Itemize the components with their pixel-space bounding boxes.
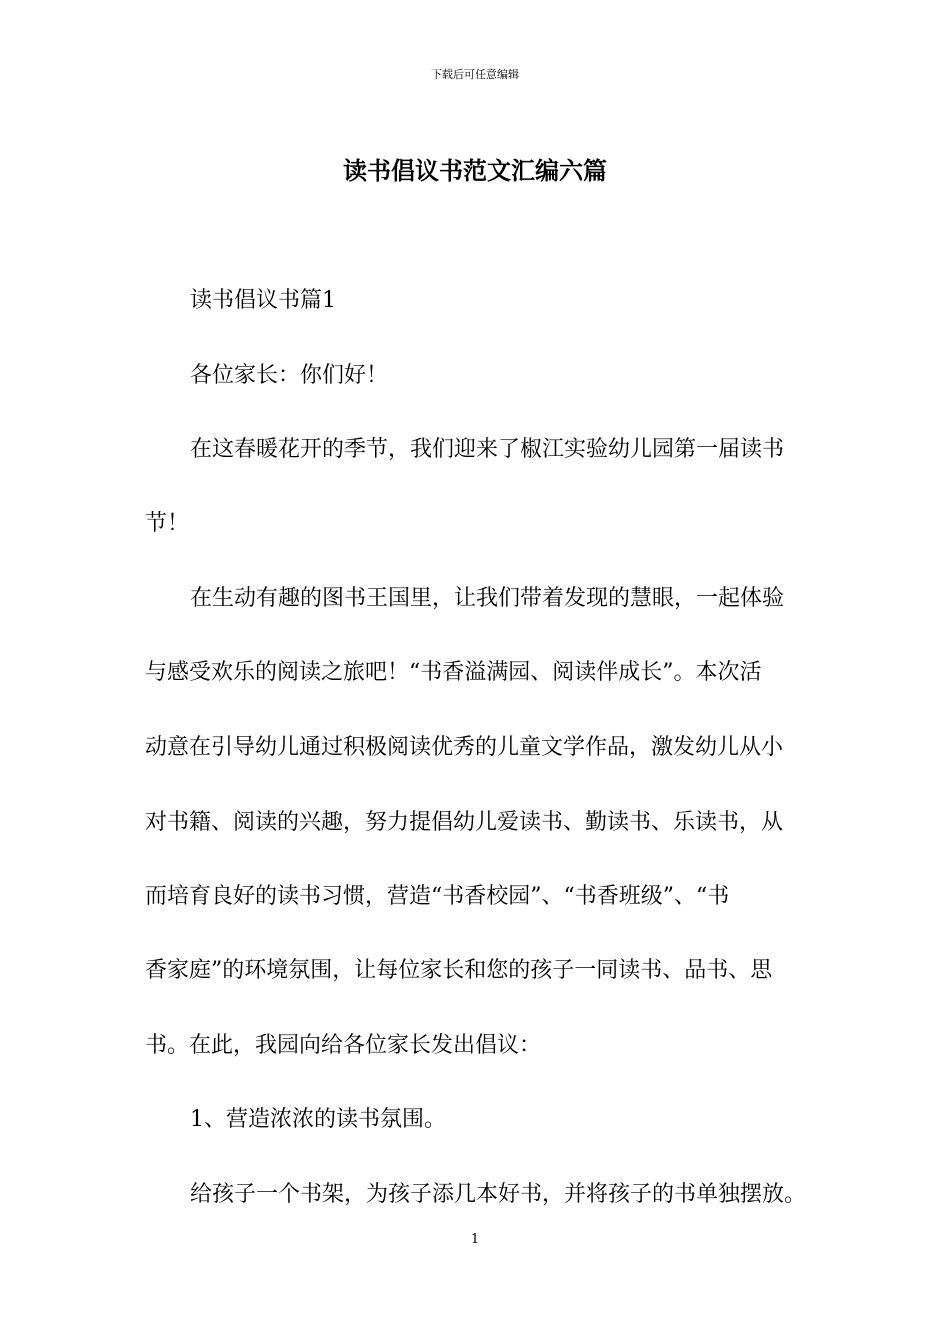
section-heading: 读书倡议书篇1: [190, 288, 336, 313]
paragraph-line: 对书籍、阅读的兴趣，努力提倡幼儿爱读书、勤读书、乐读书，从: [145, 810, 784, 835]
paragraph-line: 香家庭”的环境氛围，让每位家长和您的孩子一同读书、品书、思: [145, 958, 773, 983]
paragraph-line: 节！: [145, 511, 190, 536]
paragraph-line: 而培育良好的读书习惯，营造“书香校园”、“书香班级”、“书: [145, 884, 730, 909]
paragraph-line: 在这春暖花开的季节，我们迎来了椒江实验幼儿园第一届读书: [190, 437, 785, 462]
paragraph-line: 动意在引导幼儿通过积极阅读优秀的儿童文学作品，激发幼儿从小: [145, 735, 784, 760]
salutation: 各位家长：你们好！: [190, 363, 389, 388]
page-number: 1: [470, 1232, 480, 1247]
paragraph-line: 在生动有趣的图书王国里，让我们带着发现的慧眼，一起体验: [190, 586, 785, 611]
document-title: 读书倡议书范文汇编六篇: [343, 156, 607, 185]
paragraph-line: 书。在此，我园向给各位家长发出倡议：: [145, 1033, 542, 1058]
paragraph-line: 给孩子一个书架，为孩子添几本好书，并将孩子的书单独摆放。: [190, 1182, 807, 1207]
list-item-heading: 1、营造浓浓的读书氛围。: [190, 1107, 446, 1132]
header-note: 下载后可任意编辑: [431, 68, 519, 81]
paragraph-line: 与感受欢乐的阅读之旅吧！“书香溢满园、阅读伴成长”。本次活: [145, 660, 762, 685]
